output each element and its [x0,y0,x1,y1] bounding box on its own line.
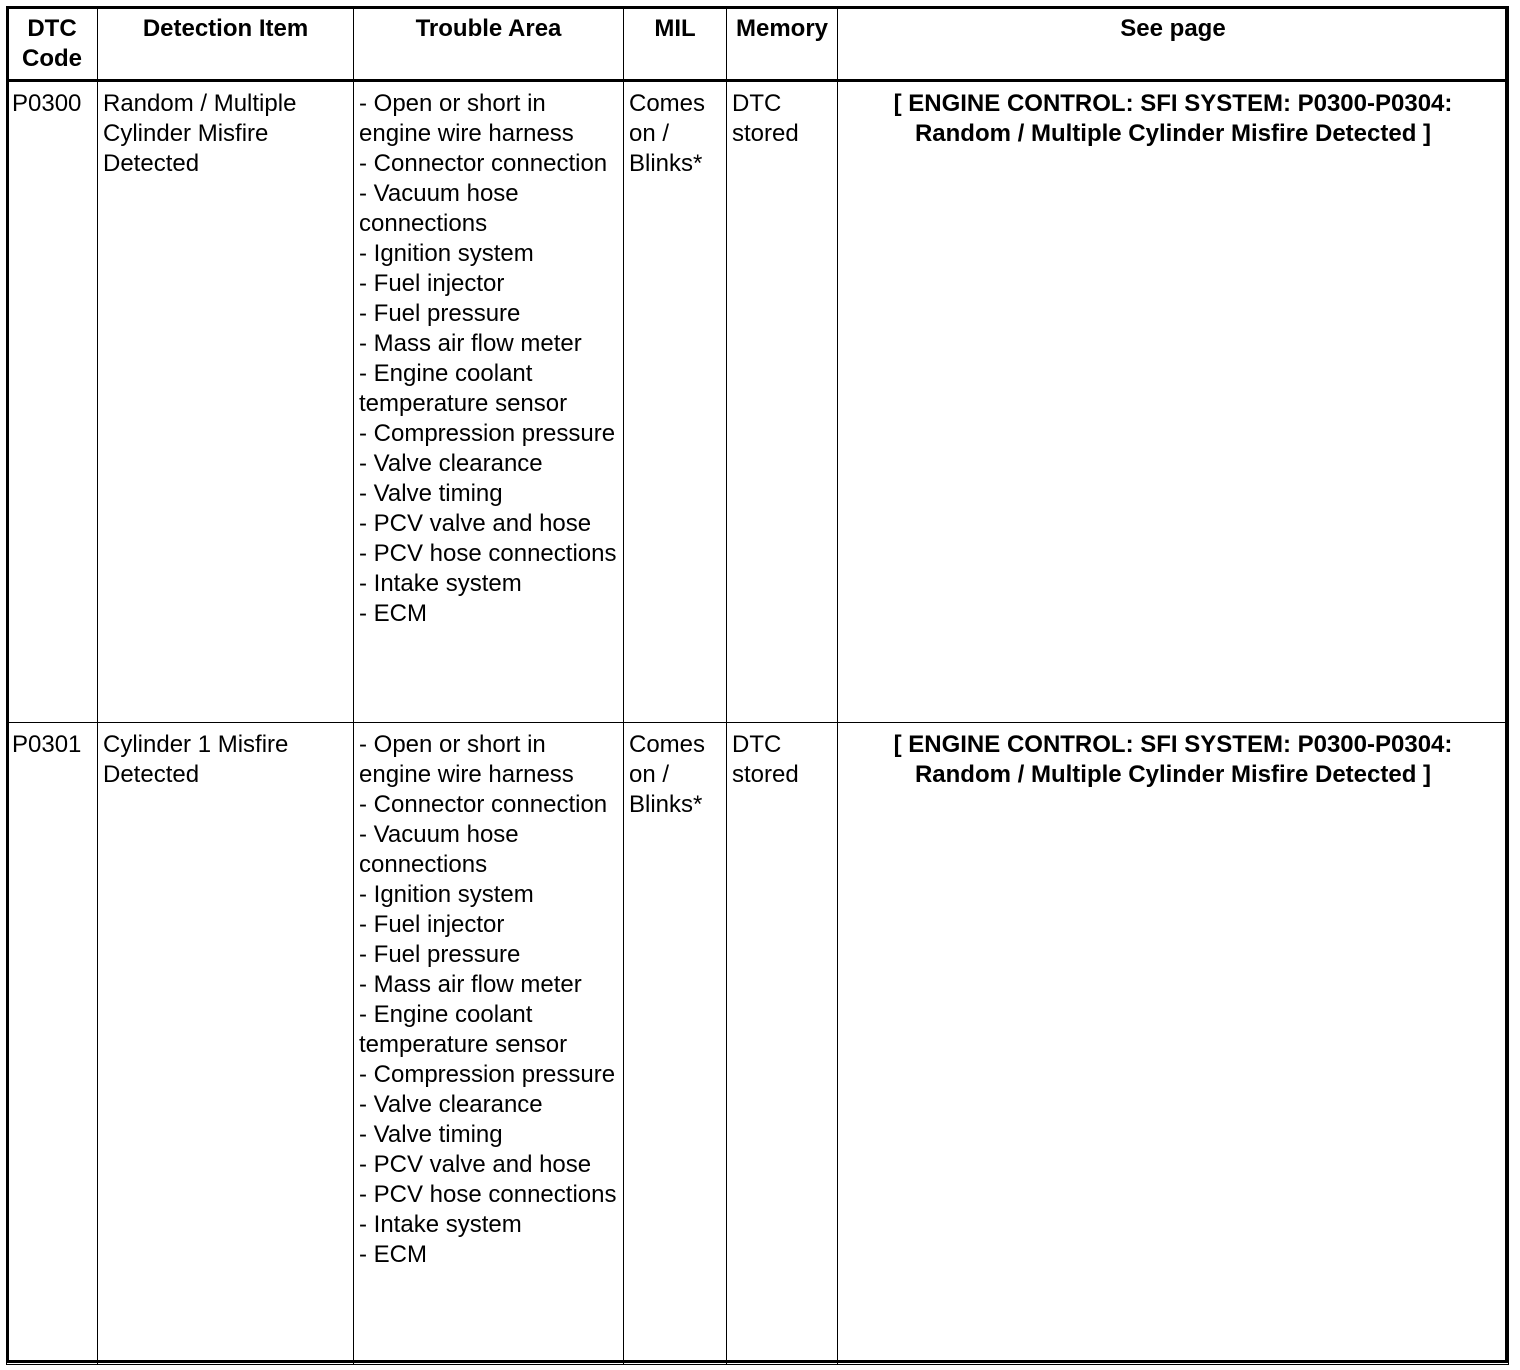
trouble-area-item: - PCV hose connections [359,1181,617,1208]
trouble-area-item: - Connector connection [359,791,608,818]
mil-cell: Comes on / Blinks* [624,723,727,1365]
trouble-area-item: - Ignition system [359,240,534,267]
trouble-area-item: - ECM [359,600,427,627]
trouble-area-item: - Connector connection [359,150,608,177]
trouble-area-item: - Open or short in engine wire harness [359,90,574,147]
trouble-area-item: - Intake system [359,1211,522,1238]
trouble-area-item: - Ignition system [359,881,534,908]
memory-cell: DTC stored [727,81,838,723]
see-page-cell [838,81,1509,723]
header-see-page: See page [838,7,1509,81]
trouble-area-item: - Intake system [359,570,522,597]
see-page-link-line1[interactable]: [ ENGINE CONTROL: SFI SYSTEM: P0300-P0304: [893,731,1453,758]
see-page-link-line2[interactable]: Random / Multiple Cylinder Misfire Detected ] [914,761,1432,788]
trouble-area-item: - Engine coolant temperature sensor [359,1001,568,1058]
see-page-cell [838,723,1509,1365]
trouble-area-item: - Valve timing [359,480,503,507]
trouble-area-item: - PCV hose connections [359,540,617,567]
trouble-area-item: - Mass air flow meter [359,330,582,357]
dtc-code-cell: P0301 [7,723,98,1365]
trouble-area-item: - Valve clearance [359,450,543,477]
header-detection-item: Detection Item [98,7,354,81]
memory-cell: DTC stored [727,723,838,1365]
table-row [7,81,1509,723]
trouble-area-item: - Valve timing [359,1121,503,1148]
trouble-area-item: - Valve clearance [359,1091,543,1118]
table-row [7,723,1509,1365]
trouble-area-cell [354,723,624,1365]
header-memory: Memory [727,7,838,81]
header-trouble-area: Trouble Area [354,7,624,81]
trouble-area-cell [354,81,624,723]
header-mil: MIL [624,7,727,81]
see-page-link-line2[interactable]: Random / Multiple Cylinder Misfire Detected ] [914,120,1432,147]
table-body [7,81,1509,1365]
dtc-code-cell: P0300 [7,81,98,723]
trouble-area-item: - PCV valve and hose [359,510,592,537]
detection-item-cell: Cylinder 1 Misfire Detected [98,723,354,1365]
trouble-area-item: - Fuel injector [359,270,505,297]
dtc-table [6,6,1509,1365]
header-dtc-code-line1: DTC [27,15,77,42]
trouble-area-item: - Mass air flow meter [359,971,582,998]
trouble-area-item: - Fuel injector [359,911,505,938]
trouble-area-item: - Compression pressure [359,420,616,447]
mil-cell: Comes on / Blinks* [624,81,727,723]
trouble-area-item: - Open or short in engine wire harness [359,731,574,788]
trouble-area-item: - PCV valve and hose [359,1151,592,1178]
trouble-area-item: - Vacuum hose connections [359,180,519,237]
detection-item-cell: Random / Multiple Cylinder Misfire Detected [98,81,354,723]
header-dtc-code-line2: Code [22,45,82,72]
trouble-area-item: - Engine coolant temperature sensor [359,360,568,417]
trouble-area-item: - Fuel pressure [359,300,521,327]
trouble-area-item: - Fuel pressure [359,941,521,968]
see-page-link-line1[interactable]: [ ENGINE CONTROL: SFI SYSTEM: P0300-P0304: [893,90,1453,117]
header-dtc-code [7,7,98,81]
trouble-area-item: - Vacuum hose connections [359,821,519,878]
trouble-area-item: - Compression pressure [359,1061,616,1088]
trouble-area-item: - ECM [359,1241,427,1268]
table-header-row [7,7,1509,81]
